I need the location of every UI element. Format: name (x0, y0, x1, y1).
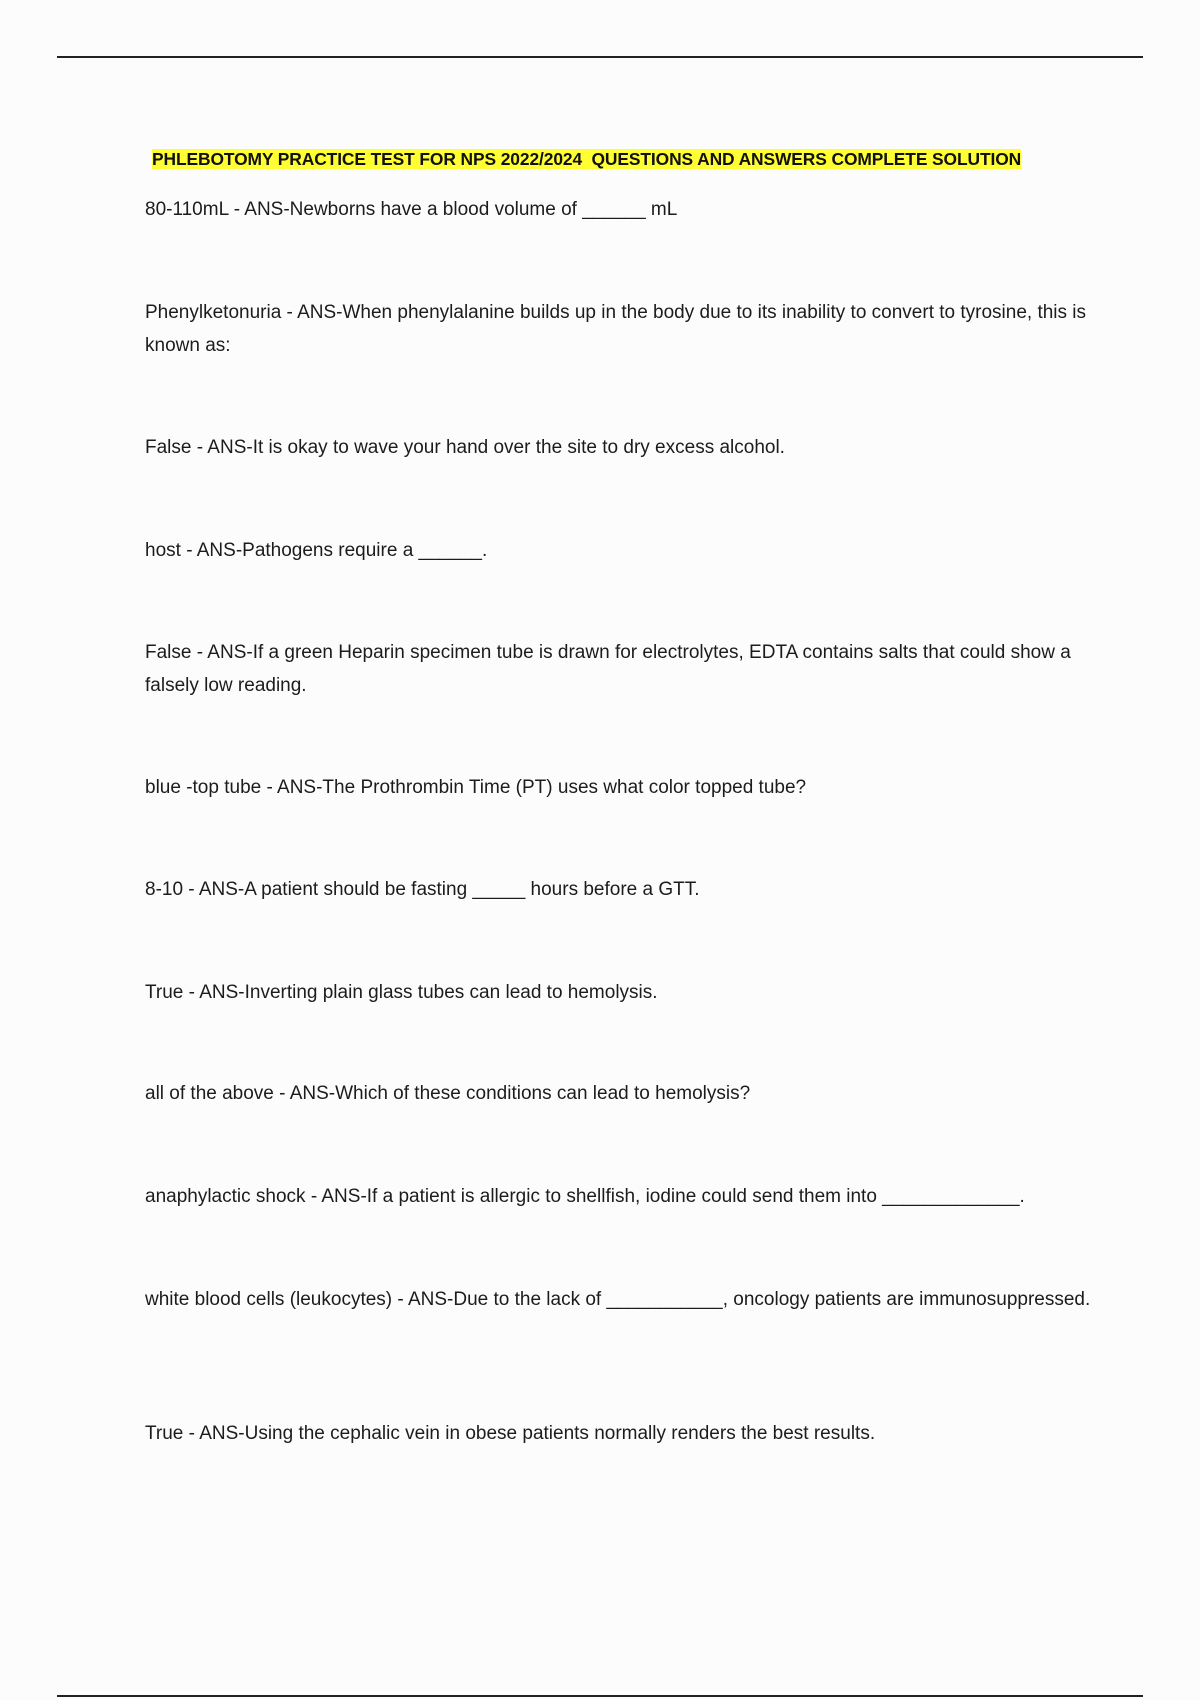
qa-item-heparin-edta: False - ANS-If a green Heparin specimen tube is drawn for electrolytes, EDTA contains salts that could show a falsely low reading. (145, 642, 1071, 696)
page-title (150, 146, 1023, 171)
qa-item-prothrombin-time: blue -top tube - ANS-The Prothrombin Time (PT) uses what color topped tube? (145, 777, 807, 798)
qa-item-oncology-leukocytes: white blood cells (leukocytes) - ANS-Due to the lack of ___________, oncology patients are immunosuppressed. (145, 1289, 1091, 1310)
title-highlight: PHLEBOTOMY PRACTICE TEST FOR NPS 2022/2024 QUESTIONS AND ANSWERS COMPLETE SOLUTION (152, 149, 1022, 169)
qa-item-pathogens-host: host - ANS-Pathogens require a ______. (145, 540, 488, 561)
qa-item-glass-tubes-hemolysis: True - ANS-Inverting plain glass tubes can lead to hemolysis. (145, 982, 658, 1003)
top-rule (57, 56, 1143, 58)
qa-item-wave-hand-alcohol: False - ANS-It is okay to wave your hand over the site to dry excess alcohol. (145, 437, 785, 458)
bottom-rule (57, 1695, 1143, 1697)
qa-item-gtt-fasting: 8-10 - ANS-A patient should be fasting _____ hours before a GTT. (145, 879, 700, 900)
qa-item-hemolysis-conditions: all of the above - ANS-Which of these conditions can lead to hemolysis? (145, 1083, 751, 1104)
qa-item-cephalic-vein: True - ANS-Using the cephalic vein in obese patients normally renders the best results. (145, 1423, 876, 1444)
qa-item-anaphylactic-shock: anaphylactic shock - ANS-If a patient is allergic to shellfish, iodine could send them into _____________. (145, 1186, 1025, 1207)
qa-item-newborn-blood-volume: 80-110mL - ANS-Newborns have a blood volume of ______ mL (145, 199, 678, 220)
qa-item-phenylketonuria: Phenylketonuria - ANS-When phenylalanine builds up in the body due to its inability to convert to tyrosine, this is known as: (145, 302, 1087, 356)
